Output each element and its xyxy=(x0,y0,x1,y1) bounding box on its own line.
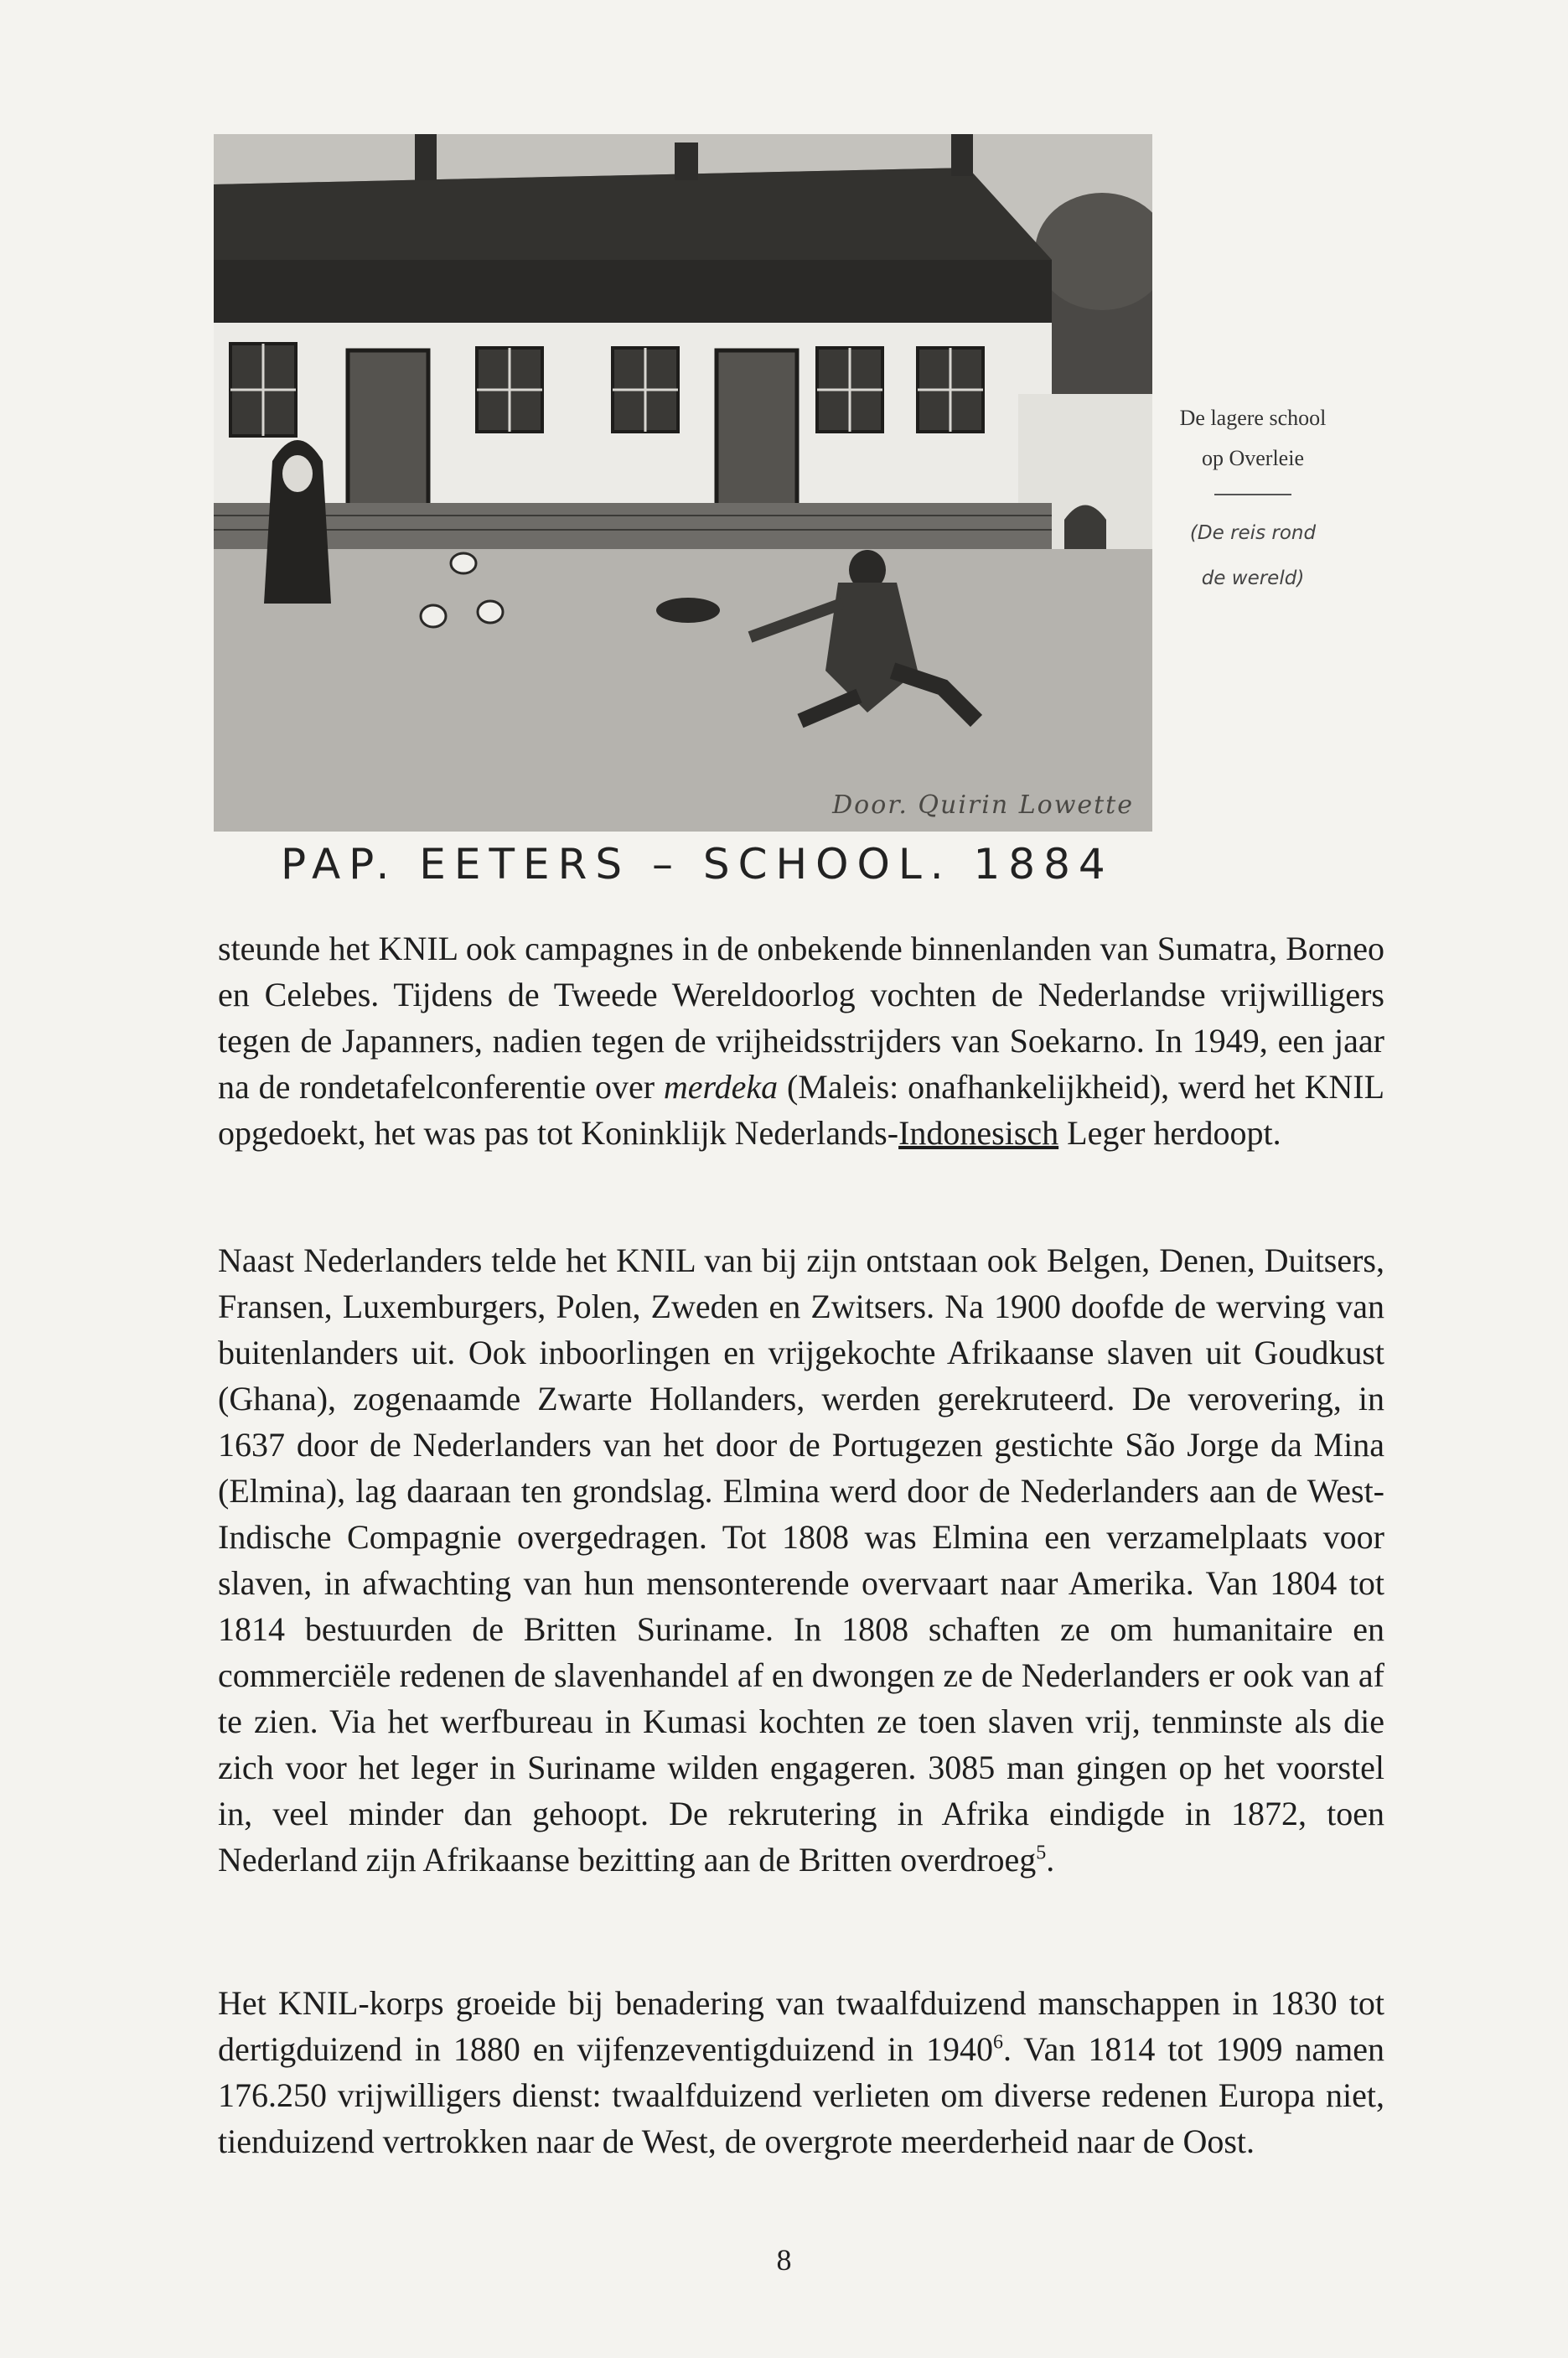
term-merdeka: merdeka xyxy=(663,1068,779,1106)
paragraph-1-text-a: steunde het KNIL ook campagnes in de onbekende binnenlanden van Sumatra, Borneo en Celebes. Tijdens de Tweede Wereldoorlog vochten de Nederlandse vrijwilligers tegen de Japanners, nadien tegen de vrijheidsstrijders van Soekarno. In 1949, een jaar na de rondetafelconferentie over xyxy=(218,930,1384,1106)
caption-source-line-1: (De reis rond xyxy=(1189,522,1317,544)
paragraph-3-text-b: . Van 1814 tot 1909 namen 176.250 vrijwilligers dienst: twaalfduizend verlieten om diverse redenen Europa niet, tienduizend vertrokken naar de West, de overgrote meerderheid naar de Oost. xyxy=(218,2030,1385,2160)
paragraph-1 xyxy=(218,925,1384,1156)
paragraph-3-text-a: Het KNIL-korps groeide bij benadering van twaalfduizend manschappen in 1830 tot dertigduizend in 1880 en vijfenzeventigduizend in 1940 xyxy=(218,1984,1384,2068)
caption-line-2: op Overleie xyxy=(1201,446,1304,470)
paragraph-1-text-b: (Maleis: onafhankelijkheid), werd het KNIL opgedoekt, het was pas tot Koninklijk Nederlands- xyxy=(218,1068,1385,1152)
caption-line-1: De lagere school xyxy=(1179,406,1327,430)
paragraph-1-text-c: Leger herdoopt. xyxy=(1058,1114,1281,1152)
painting-illustration xyxy=(214,134,1152,832)
paragraph-2-text-a: Naast Nederlanders telde het KNIL van bij zijn ontstaan ook Belgen, Denen, Duitsers, Fransen, Luxemburgers, Polen, Zweden en Zwitsers. Na 1900 doofde de werving van buitenlanders uit. Ook inboorlingen en vrijgekochte Afrikaanse slaven uit Goudkust (Ghana), zogenaamde Zwarte Hollanders, werden gerekruteerd. De verovering, in 1637 door de Nederlanders van het door de Portugezen gestichte São Jorge da Mina (Elmina), lag daaraan ten grondslag. Elmina werd door de Nederlanders aan de West-Indische Compagnie overgedragen. Tot 1808 was Elmina een verzamelplaats voor slaven, in afwachting van hun mensonterende overvaart naar Amerika. Van 1804 tot 1814 bestuurden de Britten Suriname. In 1808 schaften ze om humanitaire en commerciële redenen de slavenhandel af en dwongen ze de Nederlanders er ook van af te zien. Via het werfbureau in Kumasi kochten ze toen slaven vrij, tenminste als die zich voor het leger in Suriname wilden engageren. 3085 man gingen op het voorstel in, veel minder dan gehoopt. De rekrutering in Afrika eindigde in 1872, toen Nederland zijn Afrikaanse bezitting aan de Britten overdroeg xyxy=(218,1241,1384,1879)
caption-divider xyxy=(1214,494,1291,495)
figure-caption xyxy=(1161,398,1345,601)
footnote-ref-5[interactable]: 5 xyxy=(1036,1842,1047,1864)
page-number: 8 xyxy=(776,2243,792,2277)
underlined-word: Indonesisch xyxy=(898,1114,1059,1152)
paragraph-2 xyxy=(218,1237,1384,1883)
caption-source-line-2: de wereld) xyxy=(1201,567,1305,589)
school-painting xyxy=(214,134,1152,832)
paragraph-3 xyxy=(218,1980,1384,2164)
painting-title: PAP. EETERS – SCHOOL. 1884 xyxy=(281,840,1114,889)
paragraph-2-text-b: . xyxy=(1046,1841,1055,1879)
footnote-ref-6[interactable]: 6 xyxy=(992,2031,1003,2054)
painting-signature: Door. Quirin Lowette xyxy=(832,790,1134,820)
